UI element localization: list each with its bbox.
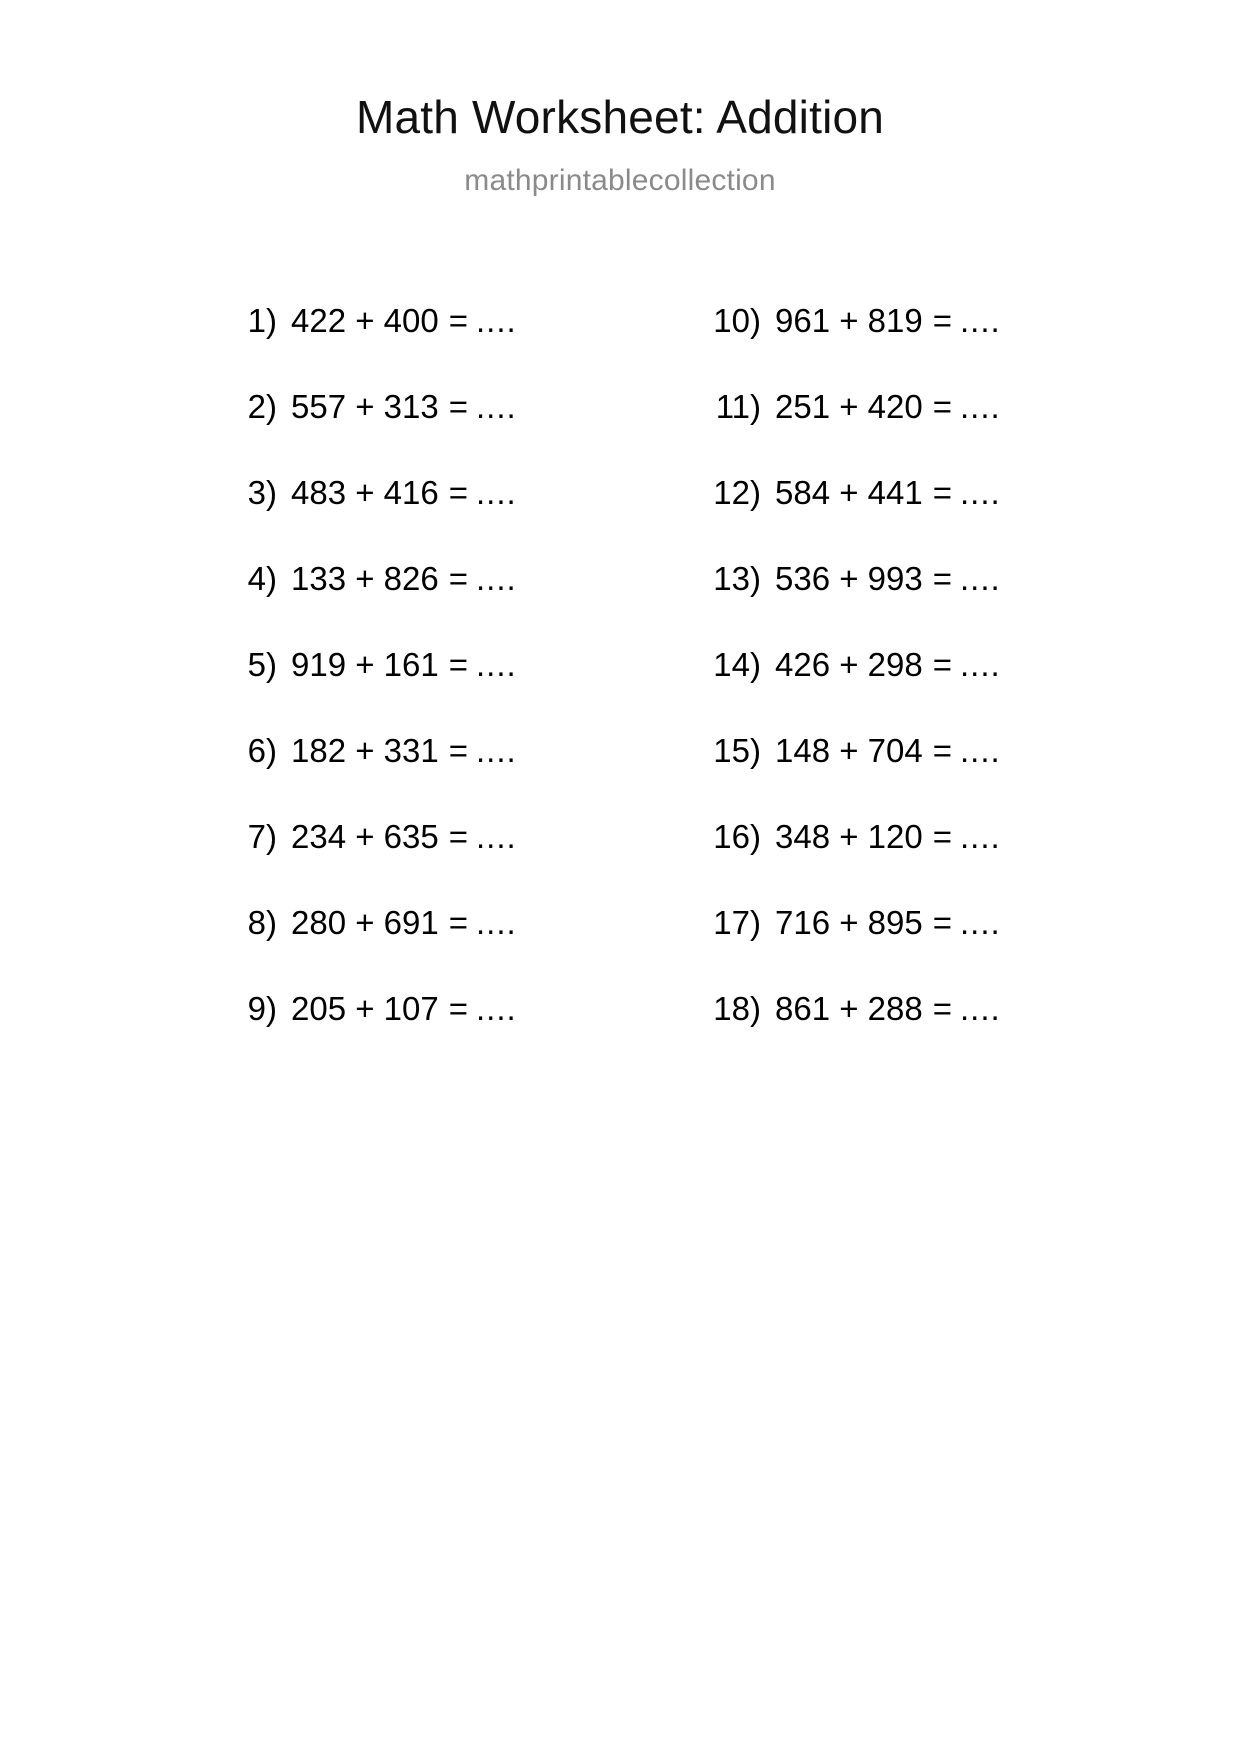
answer-blank[interactable]: .... — [960, 388, 1001, 425]
problem-number: 4) — [247, 560, 277, 597]
page-title: Math Worksheet: Addition — [355, 91, 885, 143]
equals-sign: = — [448, 990, 469, 1027]
problem-number: 15) — [713, 732, 761, 769]
right-column — [685, 278, 1045, 1052]
answer-blank[interactable]: .... — [960, 990, 1001, 1027]
problem-number: 2) — [247, 388, 277, 425]
problem-expression: 280 + 691 — [291, 904, 439, 941]
problem-number: 13) — [713, 560, 761, 597]
answer-blank[interactable]: .... — [960, 302, 1001, 339]
equals-sign: = — [448, 560, 469, 597]
problem-row — [225, 966, 565, 1052]
problem-row — [685, 880, 1045, 966]
problem-number: 6) — [247, 732, 277, 769]
problem-row — [225, 536, 565, 622]
problem-expression: 861 + 288 — [775, 990, 923, 1027]
problem-expression: 348 + 120 — [775, 818, 923, 855]
problem-expression: 536 + 993 — [775, 560, 923, 597]
answer-blank[interactable]: .... — [476, 904, 517, 941]
problem-expression: 961 + 819 — [775, 302, 923, 339]
problem-expression: 557 + 313 — [291, 388, 439, 425]
equals-sign: = — [448, 904, 469, 941]
answer-blank[interactable]: .... — [476, 560, 517, 597]
equals-sign: = — [448, 818, 469, 855]
equals-sign: = — [448, 732, 469, 769]
equals-sign: = — [448, 646, 469, 683]
problem-expression: 919 + 161 — [291, 646, 439, 683]
problem-row — [225, 278, 565, 364]
problem-row — [685, 364, 1045, 450]
problem-expression: 716 + 895 — [775, 904, 923, 941]
answer-blank[interactable]: .... — [960, 560, 1001, 597]
problem-expression: 426 + 298 — [775, 646, 923, 683]
problem-row — [225, 794, 565, 880]
equals-sign: = — [932, 818, 953, 855]
problem-expression: 133 + 826 — [291, 560, 439, 597]
problem-expression: 584 + 441 — [775, 474, 923, 511]
problem-number: 7) — [247, 818, 277, 855]
problem-number: 3) — [247, 474, 277, 511]
problem-expression: 251 + 420 — [775, 388, 923, 425]
problem-row — [685, 966, 1045, 1052]
answer-blank[interactable]: .... — [960, 646, 1001, 683]
problem-number: 14) — [713, 646, 761, 683]
problem-expression: 422 + 400 — [291, 302, 439, 339]
equals-sign: = — [448, 474, 469, 511]
problem-row — [685, 450, 1045, 536]
problem-row — [225, 708, 565, 794]
problem-row — [225, 622, 565, 708]
problems-container — [0, 278, 1240, 1052]
answer-blank[interactable]: .... — [476, 818, 517, 855]
answer-blank[interactable]: .... — [476, 990, 517, 1027]
problem-expression: 205 + 107 — [291, 990, 439, 1027]
answer-blank[interactable]: .... — [476, 474, 517, 511]
problem-number: 8) — [247, 904, 277, 941]
problem-number: 16) — [713, 818, 761, 855]
problem-number: 10) — [713, 302, 761, 339]
equals-sign: = — [932, 474, 953, 511]
problem-row — [685, 794, 1045, 880]
problem-expression: 148 + 704 — [775, 732, 923, 769]
equals-sign: = — [932, 560, 953, 597]
answer-blank[interactable]: .... — [476, 732, 517, 769]
problem-expression: 182 + 331 — [291, 732, 439, 769]
problem-number: 12) — [713, 474, 761, 511]
equals-sign: = — [448, 302, 469, 339]
problem-row — [685, 708, 1045, 794]
equals-sign: = — [932, 732, 953, 769]
equals-sign: = — [932, 990, 953, 1027]
answer-blank[interactable]: .... — [960, 904, 1001, 941]
problem-row — [685, 536, 1045, 622]
problem-number: 18) — [713, 990, 761, 1027]
page-subtitle: mathprintablecollection — [464, 164, 776, 197]
problem-expression: 234 + 635 — [291, 818, 439, 855]
problem-row — [685, 278, 1045, 364]
problem-expression: 483 + 416 — [291, 474, 439, 511]
answer-blank[interactable]: .... — [476, 388, 517, 425]
equals-sign: = — [932, 302, 953, 339]
problem-row — [225, 364, 565, 450]
answer-blank[interactable]: .... — [476, 646, 517, 683]
problem-row — [225, 450, 565, 536]
answer-blank[interactable]: .... — [960, 732, 1001, 769]
problem-number: 11) — [715, 388, 761, 425]
equals-sign: = — [932, 646, 953, 683]
problem-number: 9) — [247, 990, 277, 1027]
problem-number: 1) — [247, 302, 277, 339]
equals-sign: = — [932, 388, 953, 425]
problem-row — [225, 880, 565, 966]
problem-number: 17) — [713, 904, 761, 941]
answer-blank[interactable]: .... — [476, 302, 517, 339]
left-column — [225, 278, 565, 1052]
answer-blank[interactable]: .... — [960, 818, 1001, 855]
equals-sign: = — [932, 904, 953, 941]
answer-blank[interactable]: .... — [960, 474, 1001, 511]
problem-row — [685, 622, 1045, 708]
equals-sign: = — [448, 388, 469, 425]
problem-number: 5) — [247, 646, 277, 683]
